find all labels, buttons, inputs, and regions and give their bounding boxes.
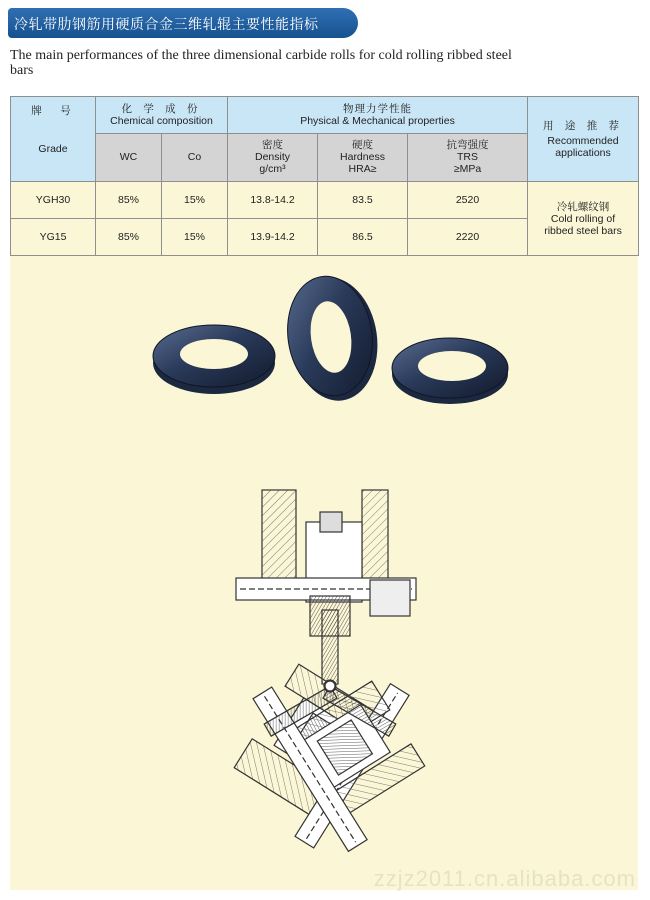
co-column-header: Co (162, 133, 228, 181)
hardness-column-header: 硬度 Hardness HRA≥ (318, 133, 408, 181)
watermark: zzjz2011.cn.alibaba.com (373, 866, 636, 891)
page-subtitle: The main performances of the three dimensional carbide rolls for cold rolling ribbed steel bars (10, 48, 512, 78)
hardness-cell: 86.5 (318, 219, 408, 256)
carbide-roll-left-icon (153, 325, 275, 394)
page-title: 冷轧带肋钢筋用硬质合金三维轧辊主要性能指标 (14, 17, 319, 33)
physical-header: 物理力学性能 Physical & Mechanical properties (228, 97, 528, 134)
trs-cell: 2520 (408, 182, 528, 219)
co-cell: 15% (162, 219, 228, 256)
carbide-roll-center-icon (280, 271, 385, 407)
trs-cell: 2220 (408, 219, 528, 256)
chemical-header: 化 学 成 份 Chemical composition (96, 97, 228, 134)
carbide-roll-right-icon (392, 338, 508, 404)
grade-cell: YG15 (11, 219, 96, 256)
grade-header: 牌 号 Grade (11, 97, 96, 182)
applications-header: 用 途 推 荐 Recommended applications (528, 97, 639, 182)
grade-cell: YGH30 (11, 182, 96, 219)
density-cell: 13.9-14.2 (228, 219, 318, 256)
three-roll-stand-drawing-icon (220, 490, 441, 851)
wc-cell: 85% (96, 182, 162, 219)
wc-column-header: WC (96, 133, 162, 181)
wc-cell: 85% (96, 219, 162, 256)
density-cell: 13.8-14.2 (228, 182, 318, 219)
co-cell: 15% (162, 182, 228, 219)
title-banner (8, 8, 358, 38)
trs-column-header: 抗弯强度 TRS ≥MPa (408, 133, 528, 181)
hardness-cell: 83.5 (318, 182, 408, 219)
application-cell: 冷轧螺纹钢 Cold rolling of ribbed steel bars (528, 182, 639, 256)
table-row (11, 182, 639, 219)
illustration (10, 250, 638, 890)
performance-table (10, 96, 639, 256)
density-column-header: 密度 Density g/cm³ (228, 133, 318, 181)
